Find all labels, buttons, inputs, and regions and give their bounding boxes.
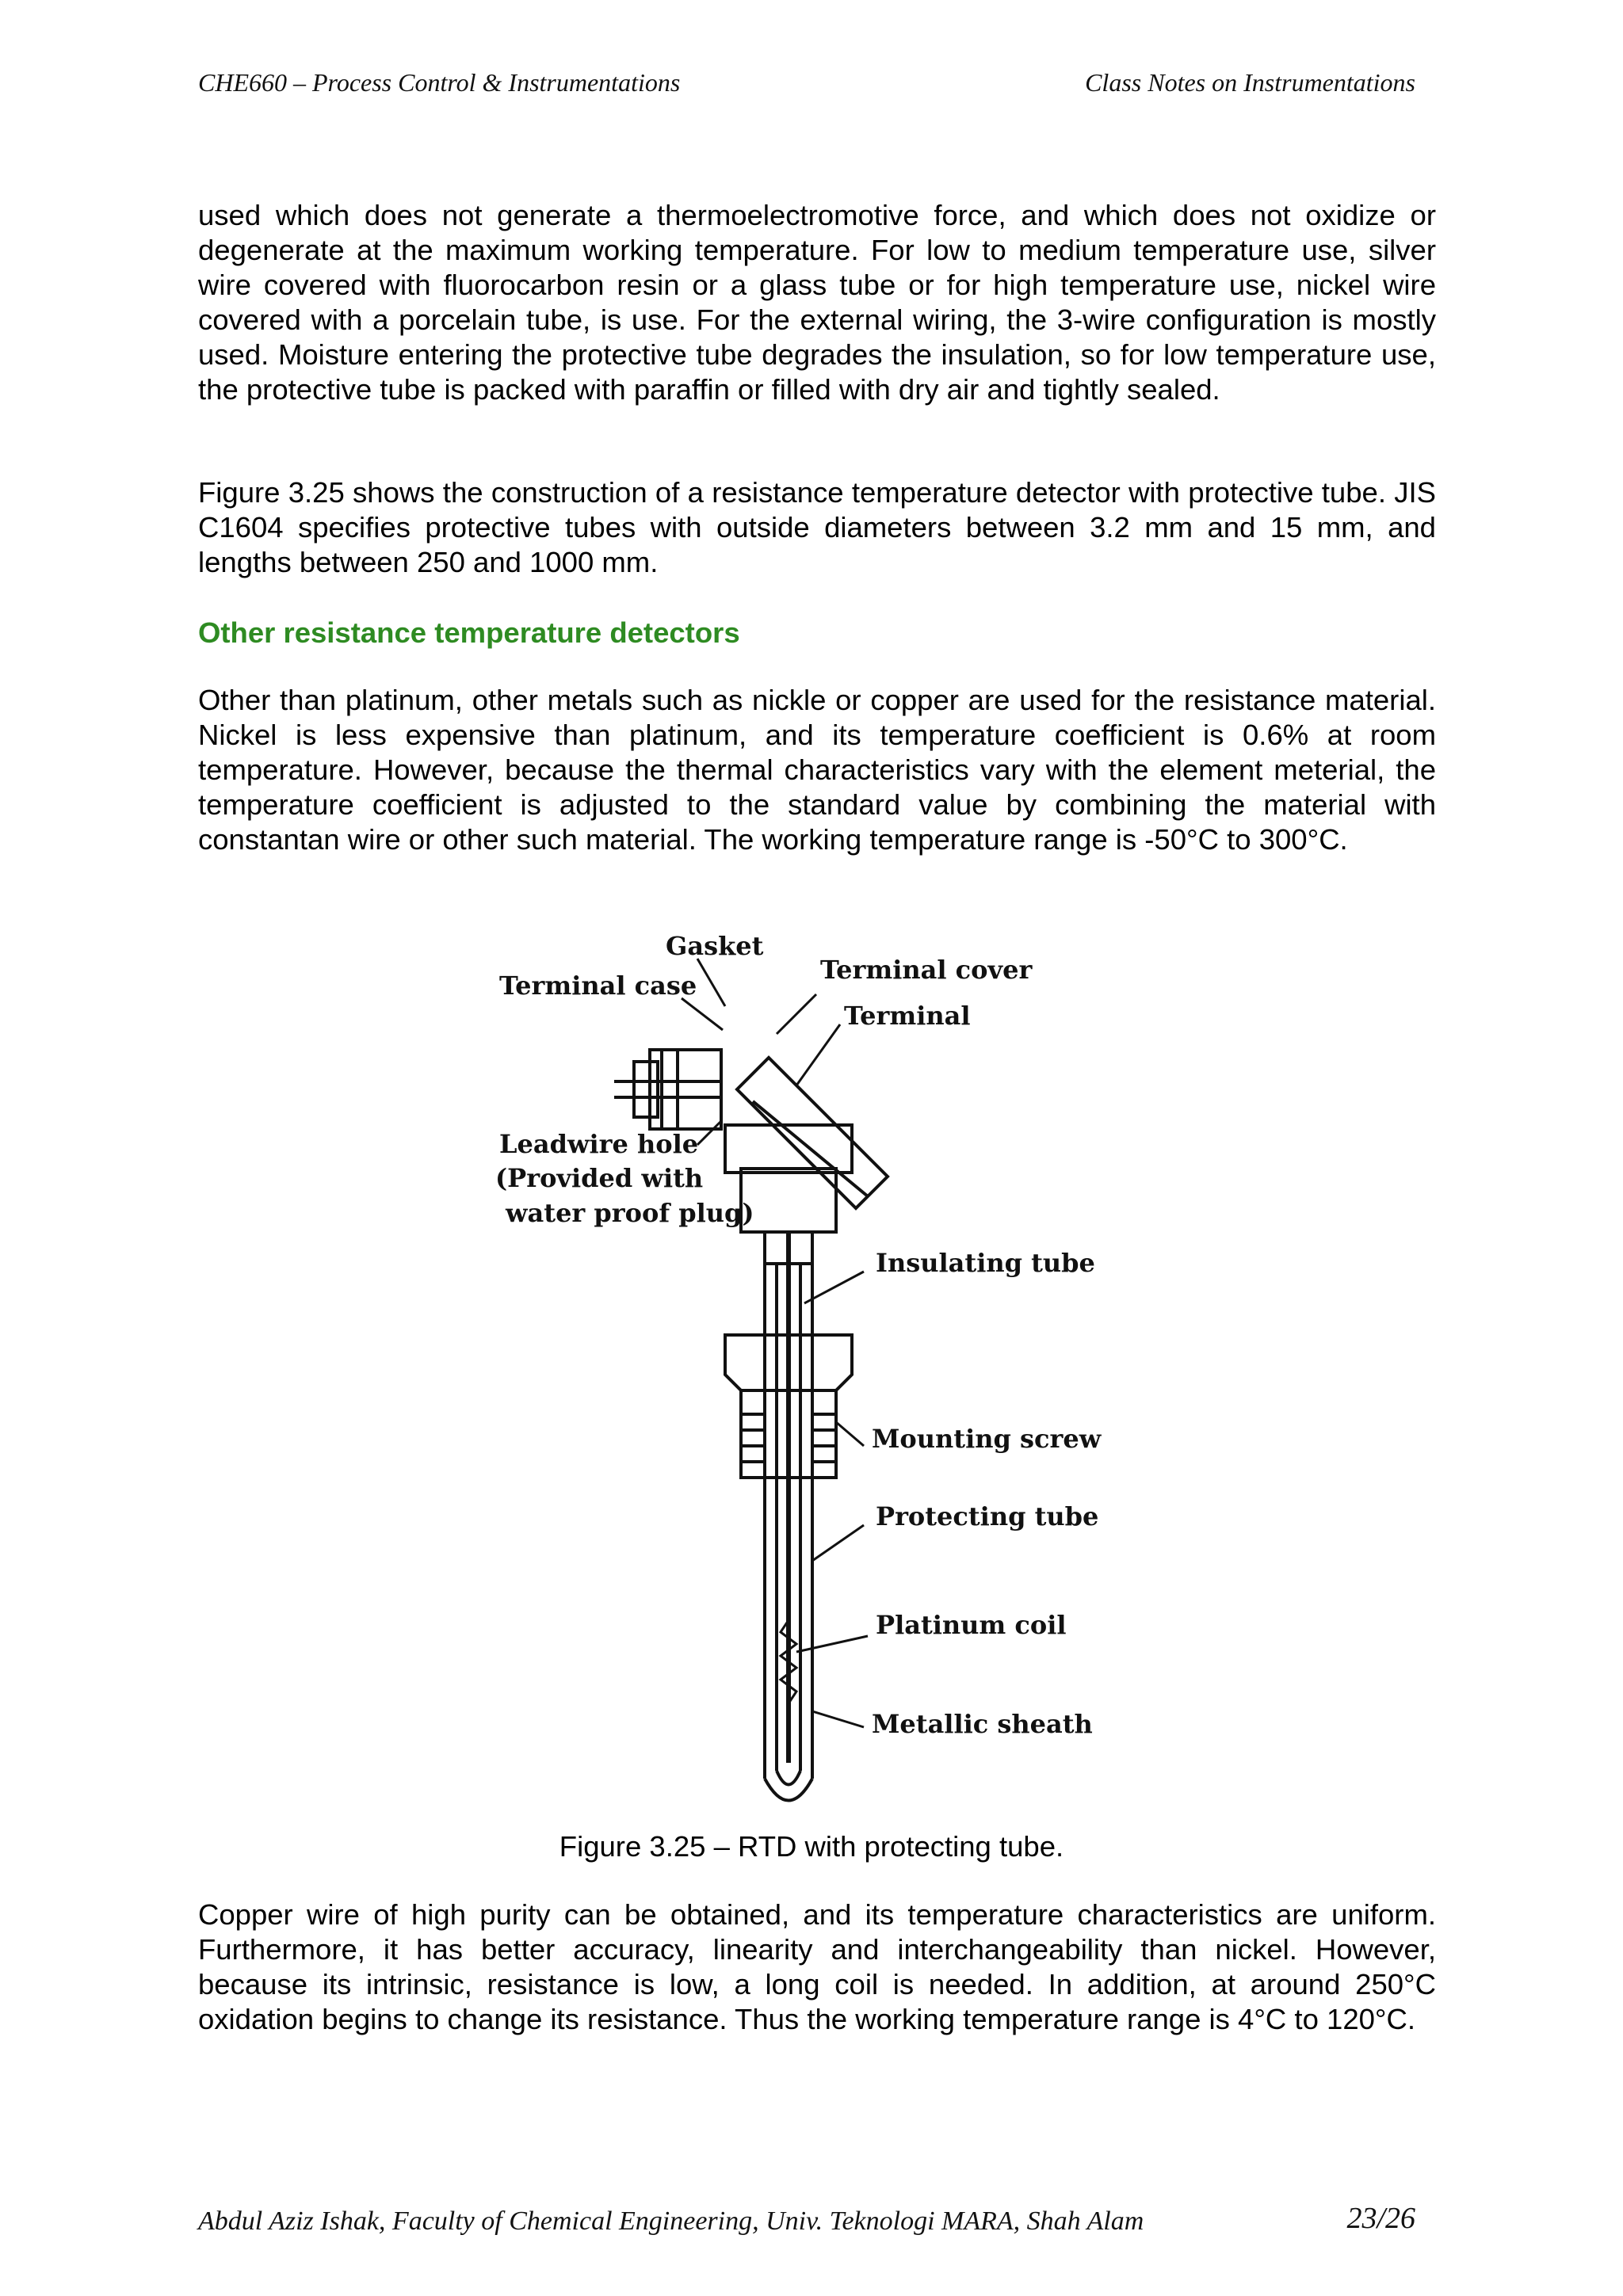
paragraph-figure-reference: Figure 3.25 shows the construction of a resistance temperature detector with protective tube. JIS C1604 specifies protective tubes with outside diameters between 3.2 mm and 15 mm, and lengths between 250 and 1000 mm. [198,476,1436,578]
paragraph-other-metals: Other than platinum, other metals such as nickle or copper are used for the resistance material. Nickel is less expensive than platinum, and its temperature coefficient is 0.6% at room temperature. However, because the thermal characteristics vary with the element meterial, the temperature coefficient is adjusted to the standard value by combining the material with constantan wire or other such material. The working temperature range is -50°C to 300°C. [198,684,1436,856]
terminal-cover [737,1058,888,1208]
label-insulating-tube: Insulating tube [876,1248,1095,1278]
label-mounting-screw: Mounting screw [872,1424,1102,1454]
label-terminal-case: Terminal case [499,971,697,1001]
rtd-diagram [468,923,1117,1834]
paragraph-copper: Copper wire of high purity can be obtained, and its temperature characteristics are uniform. Furthermore, it has better accuracy, linearity and interchangeability than nickel. However, because its intrinsic, resistance is low, a long coil is needed. In addition, at around 250°C oxidation begins to change its resistance. Thus the working temperature range is 4°C to 120°C. [198,1898,1436,2035]
rtd-figure [468,923,1117,1834]
paragraph-insulation: used which does not generate a thermoelectromotive force, and which does not oxidize or degenerate at the maximum working temperature. For low to medium temperature use, silver wire covered with fluorocarbon resin or a glass tube or for high temperature use, nickel wire covered with a porcelain tube, is use. For the external wiring, the 3-wire configuration is mostly used. Moisture entering the protective tube degrades the insulation, so for low temperature use, the protective tube is packed with paraffin or filled with dry air and tightly sealed. [198,199,1436,406]
label-metallic-sheath: Metallic sheath [872,1709,1093,1739]
section-heading: Other resistance temperature detectors [198,616,740,649]
label-leadwire-plug: water proof plug) [506,1198,754,1228]
label-terminal: Terminal [844,1001,971,1031]
footer-author: Abdul Aziz Ishak, Faculty of Chemical Engineering, Univ. Teknologi MARA, Shah Alam [198,2206,1144,2236]
label-leadwire-hole: Leadwire hole [499,1129,699,1159]
header-course-title: CHE660 – Process Control & Instrumentations [198,68,681,97]
figure-caption: Figure 3.25 – RTD with protecting tube. [559,1830,1064,1863]
label-leadwire-provided: (Provided with [495,1163,704,1193]
label-protecting-tube: Protecting tube [876,1501,1099,1531]
header-notes-title: Class Notes on Instrumentations [1085,68,1415,97]
page-number: 23/26 [1346,2202,1415,2235]
label-gasket: Gasket [666,931,764,961]
label-platinum-coil: Platinum coil [876,1610,1067,1640]
terminal-head-body [741,1169,836,1232]
label-terminal-cover: Terminal cover [820,955,1033,985]
